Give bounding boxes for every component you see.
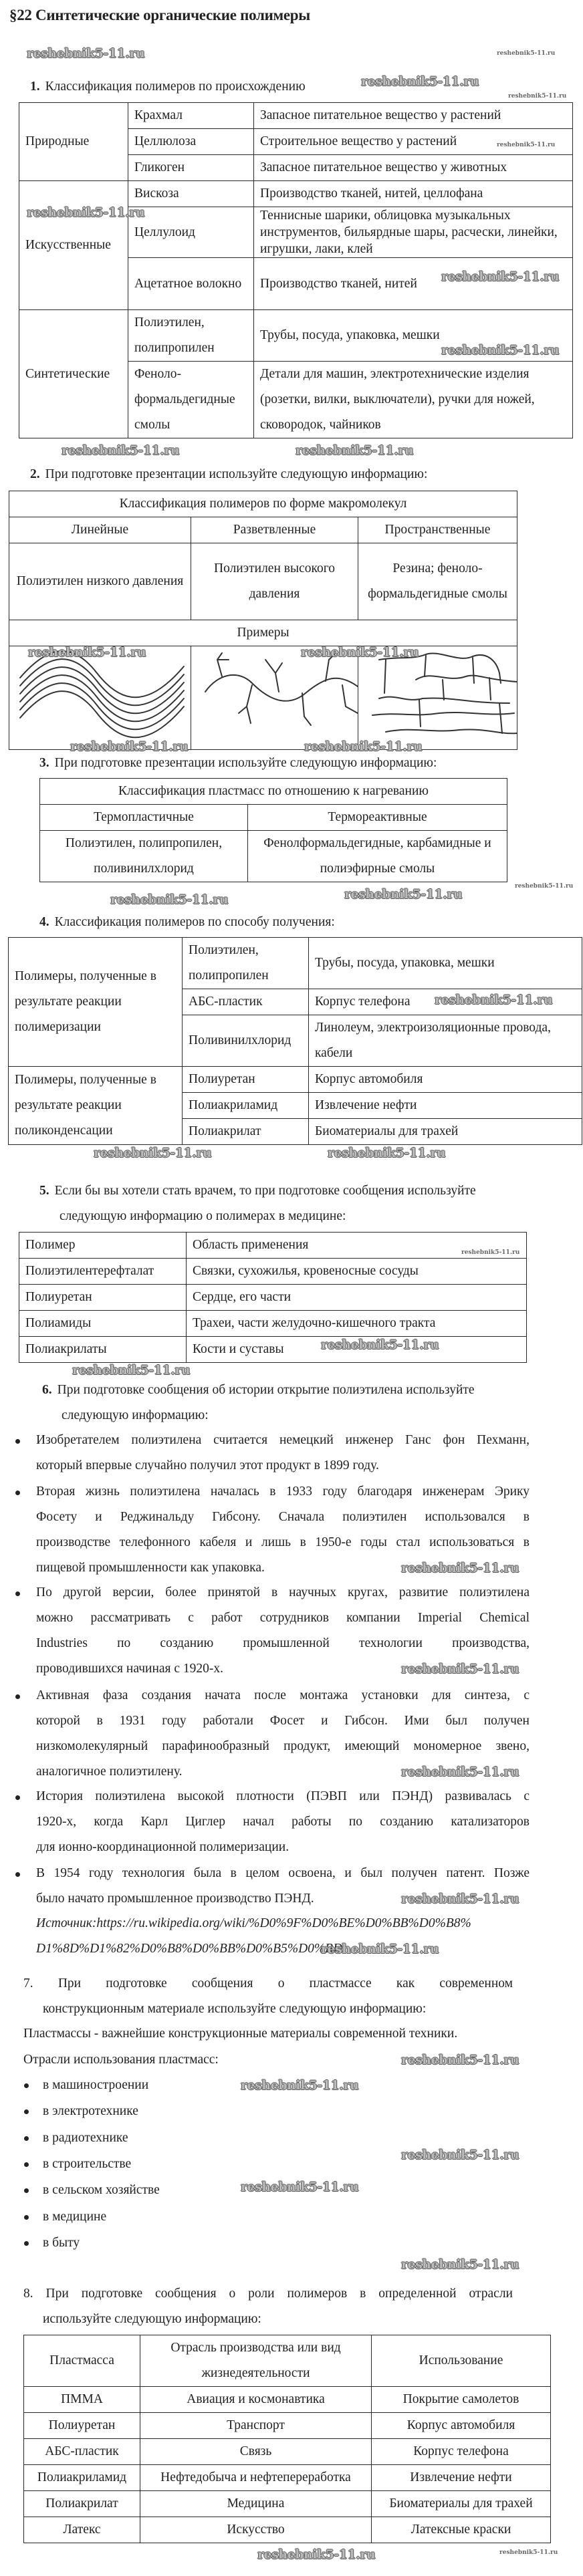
watermark: reshebnik5-11.ru — [401, 1892, 519, 1906]
task-number: 2. — [30, 467, 40, 481]
bullet-line: Industries по созданию промышленной технологии производства, — [36, 1636, 530, 1650]
column-header: Разветвленные — [191, 517, 358, 543]
bullet-icon — [24, 2083, 29, 2088]
group-cell: Искусственные — [19, 181, 128, 310]
bullet-line: можно рассматривать с работ сотрудников компании Imperial Chemical — [36, 1611, 530, 1625]
source-citation — [36, 1911, 530, 1962]
task-text: следующую информацию о полимерах в медицине: — [60, 1209, 346, 1223]
industry-item: в медицине — [43, 2209, 107, 2224]
industry-cell: Искусство — [140, 2517, 372, 2543]
task-6-heading — [42, 1378, 475, 1428]
use-cell: Биоматериалы для трахей — [309, 1119, 582, 1145]
history-bullet — [36, 1683, 530, 1785]
bullet-icon — [15, 1591, 20, 1596]
bullet-icon — [15, 1795, 20, 1800]
task-text: Классификация полимеров по происхождению — [45, 80, 306, 94]
group-cell: Синтетические — [19, 310, 128, 438]
use-cell: Извлечение нефти — [372, 2465, 551, 2491]
branched-chain-icon — [192, 646, 358, 740]
bullet-icon — [24, 2241, 29, 2246]
task-text: Если бы вы хотели стать врачем, то при подготовке сообщения используйте — [54, 1184, 476, 1198]
watermark: reshebnik5-11.ru — [499, 2549, 558, 2556]
bullet-line: пищевой промышленности как упаковка. — [36, 1561, 265, 1575]
task-text: При подготовке сообщения о роли полимеров в определенной отрасли — [45, 2287, 513, 2301]
list-title: Отрасли использования пластмасс: — [23, 2053, 219, 2067]
table-row — [24, 2413, 551, 2439]
bullet-line: для ионно-координационной полимеризации. — [36, 1840, 289, 1854]
polymer-cell: Полиэтилен, полипропилен — [183, 938, 309, 989]
bullet-line: которой в 1931 году работали Фосет и Гибсон. Ими был получен — [36, 1714, 530, 1728]
value-cell: Фенолформальдегидные, карбамидные и полиэфирные смолы — [248, 831, 507, 882]
industry-item: в машиностроении — [43, 2078, 149, 2092]
industry-item: в быту — [43, 2235, 80, 2250]
watermark: reshebnik5-11.ru — [401, 2257, 519, 2272]
use-cell: Биоматериалы для трахей — [372, 2491, 551, 2517]
network-structure-icon — [359, 646, 517, 740]
bullet-icon — [15, 1694, 20, 1699]
use-cell: Трахеи, части желудочно-кишечного тракта — [187, 1311, 527, 1337]
bullet-line: Активная фаза создания начата после монтажа установки для синтеза, с — [36, 1688, 530, 1702]
task-text: используйте следующую информацию: — [43, 2312, 261, 2326]
use-cell: Кости и суставы — [187, 1337, 527, 1363]
bullet-line: 1920-х, когда Карл Циглер начал работы по созданию катализаторов — [36, 1815, 530, 1829]
polymer-cell: Ацетатное волокно — [128, 258, 254, 310]
column-header: Пространственные — [358, 517, 517, 543]
bullet-line: который впервые случайно получил этот продукт в 1899 году. — [36, 1458, 379, 1472]
polymer-cell: Полиэтилентерефталат — [19, 1259, 187, 1285]
industry-cell: Транспорт — [140, 2413, 372, 2439]
polymer-cell: Вискоза — [128, 181, 254, 207]
task-text: При подготовке презентации используйте следующую информацию: — [45, 467, 428, 481]
example-cell: Полиэтилен низкого давления — [9, 543, 191, 620]
watermark: reshebnik5-11.ru — [401, 1662, 519, 1676]
task-text: При подготовке презентации используйте следующую информацию: — [54, 756, 437, 770]
column-header: Отрасль производства или вид жизнедеятельности — [140, 2335, 372, 2387]
watermark: reshebnik5-11.ru — [304, 739, 423, 754]
industry-polymers-table — [23, 2335, 551, 2543]
task-text: следующую информацию: — [62, 1408, 209, 1422]
industry-cell: Авиация и космонавтика — [140, 2387, 372, 2413]
task-text: При подготовке сообщения о пластмассе как современном — [57, 1976, 513, 1990]
use-cell: Трубы, посуда, упаковка, мешки — [254, 310, 573, 362]
task-number: 6. — [42, 1383, 52, 1397]
table-row — [24, 2491, 551, 2517]
polymer-cell: Поливинилхлорид — [183, 1015, 309, 1067]
watermark: reshebnik5-11.ru — [435, 993, 553, 1007]
task-number: 1. — [30, 80, 40, 94]
polymer-cell: Полиакриламид — [183, 1093, 309, 1119]
task-5-heading — [39, 1178, 476, 1229]
table-title-cell: Классификация полимеров по форме макромолекул — [9, 491, 517, 517]
bullet-icon — [24, 2162, 29, 2167]
table-row — [24, 2387, 551, 2413]
bullet-line: В 1954 году технология была в целом освоена, и был получен патент. Позже — [36, 1866, 530, 1880]
bullet-line: Фосету и Реджинальду Гибсону. Сначала полиэтилен использовался в — [36, 1510, 530, 1524]
bullet-icon — [15, 1491, 20, 1495]
watermark: reshebnik5-11.ru — [497, 142, 556, 148]
watermark: reshebnik5-11.ru — [62, 443, 180, 458]
watermark: reshebnik5-11.ru — [328, 1146, 446, 1160]
plastic-cell: Полиакриламид — [24, 2465, 140, 2491]
example-cell: Резина; феноло-формальдегидные смолы — [358, 543, 517, 620]
bullet-icon — [15, 1872, 20, 1877]
industry-cell: Связь — [140, 2439, 372, 2465]
task-text: Классификация полимеров по способу получения: — [54, 915, 335, 929]
industry-item: в радиотехнике — [43, 2130, 128, 2145]
bullet-icon — [24, 2188, 29, 2193]
watermark: reshebnik5-11.ru — [27, 205, 145, 220]
use-cell: Запасное питательное вещество у животных — [254, 155, 573, 181]
watermark: reshebnik5-11.ru — [94, 1146, 212, 1160]
polymer-cell: Полиакрилаты — [19, 1337, 187, 1363]
plastic-cell: Полиуретан — [24, 2413, 140, 2439]
use-cell: Латексные краски — [372, 2517, 551, 2543]
task-7-heading — [23, 1971, 513, 2022]
task-text: При подготовке сообщения об истории открытие полиэтилена используйте — [57, 1383, 475, 1397]
use-cell: Запасное питательное вещество у растений — [254, 103, 573, 129]
watermark: reshebnik5-11.ru — [321, 1942, 439, 1956]
table-title-cell: Классификация пластмасс по отношению к нагреванию — [40, 779, 507, 805]
task-4-heading — [39, 910, 335, 935]
polymer-cell: Феноло-формальдегидные смолы — [128, 362, 254, 438]
polymer-cell: Полиакрилат — [183, 1119, 309, 1145]
bullet-line: Вторая жизнь полиэтилена началась в 1933 году благодаря инженерам Эрику — [36, 1485, 530, 1499]
table-row — [24, 2517, 551, 2543]
bullet-icon — [24, 2136, 29, 2141]
medicine-polymers-table — [19, 1232, 527, 1363]
watermark: reshebnik5-11.ru — [401, 1765, 519, 1779]
group-cell: Природные — [19, 103, 128, 181]
task-text: конструкционным материале используйте следующую информацию: — [43, 2002, 427, 2016]
column-header: Линейные — [9, 517, 191, 543]
industry-item: в сельском хозяйстве — [43, 2183, 160, 2198]
watermark: reshebnik5-11.ru — [241, 2078, 359, 2093]
task-1-heading — [30, 74, 306, 100]
shape-classification-table — [9, 491, 517, 750]
production-classification-table — [8, 937, 582, 1145]
watermark: reshebnik5-11.ru — [497, 50, 556, 57]
bullet-icon — [24, 2109, 29, 2114]
industry-cell: Медицина — [140, 2491, 372, 2517]
bullet-line: аналогичное полиэтилену. — [36, 1765, 183, 1779]
watermark: reshebnik5-11.ru — [508, 93, 567, 100]
history-bullet — [36, 1479, 530, 1581]
branched-image-cell — [191, 646, 358, 750]
watermark: reshebnik5-11.ru — [257, 2547, 376, 2562]
polymer-cell: АБС-пластик — [183, 989, 309, 1015]
task-number: 5. — [39, 1184, 49, 1198]
polymer-cell: Целлулоид — [128, 207, 254, 258]
column-header: Термореактивные — [248, 805, 507, 831]
history-bullet — [36, 1580, 530, 1682]
plastic-cell: Полиакрилат — [24, 2491, 140, 2517]
source-line: Источник:https://ru.wikipedia.org/wiki/%D0%9F%D0%BE%D0%BB%D0%B8% — [36, 1916, 471, 1930]
source-line: D1%8D%D1%82%D0%B8%D0%BB%D0%B5%D0%BD — [36, 1942, 343, 1956]
bullet-line: По другой версии, более принятой в научных кругах, развитие полиэтилена — [36, 1585, 530, 1599]
plastic-cell: ПММА — [24, 2387, 140, 2413]
use-cell: Покрытие самолетов — [372, 2387, 551, 2413]
task-number: 8. — [23, 2287, 33, 2301]
bullet-icon — [24, 2215, 29, 2220]
watermark: reshebnik5-11.ru — [515, 883, 574, 890]
bullet-line: низкомолекулярный парафинообразный продукт, имеющий мономерное звено, — [36, 1739, 530, 1753]
page-title: §22 Синтетические органические полимеры — [9, 7, 310, 23]
group-cell: Полимеры, полученные в результате реакции поликонденсации — [9, 1067, 183, 1145]
plastic-cell: АБС-пластик — [24, 2439, 140, 2465]
use-cell: Детали для машин, электротехнические изделия (розетки, вилки, выключатели), ручки для ножей, сковородок, чайников — [254, 362, 573, 438]
industry-item: в электротехнике — [43, 2104, 138, 2119]
linear-image-cell — [9, 646, 191, 750]
task-number: 4. — [39, 915, 49, 929]
watermark: reshebnik5-11.ru — [241, 2180, 359, 2194]
use-cell: Трубы, посуда, упаковка, мешки — [309, 938, 582, 989]
watermark: reshebnik5-11.ru — [441, 269, 560, 284]
use-cell: Производство тканей, нитей, целлофана — [254, 181, 573, 207]
polymer-cell: Целлюлоза — [128, 129, 254, 155]
watermark: reshebnik5-11.ru — [461, 1249, 520, 1256]
use-cell: Связки, сухожилья, кровеносные сосуды — [187, 1259, 527, 1285]
watermark: reshebnik5-11.ru — [401, 1561, 519, 1575]
history-bullet — [36, 1784, 530, 1860]
table-row — [24, 2465, 551, 2491]
watermark: reshebnik5-11.ru — [321, 1337, 439, 1352]
example-cell: Полиэтилен высокого давления — [191, 543, 358, 620]
linear-chains-icon — [10, 646, 191, 740]
intro-text: Пластмассы - важнейшие конструкционные материалы современной техники. — [23, 2027, 458, 2041]
watermark: reshebnik5-11.ru — [28, 645, 146, 660]
watermark: reshebnik5-11.ru — [301, 645, 419, 660]
network-image-cell — [358, 646, 517, 750]
history-bullet — [36, 1861, 530, 1912]
use-cell: Корпус телефона — [309, 989, 582, 1015]
polymer-cell: Крахмал — [128, 103, 254, 129]
watermark: reshebnik5-11.ru — [344, 887, 463, 902]
watermark: reshebnik5-11.ru — [401, 2148, 519, 2162]
polymer-cell: Гликоген — [128, 155, 254, 181]
column-header: Термопластичные — [40, 805, 248, 831]
use-cell: Сердце, его части — [187, 1285, 527, 1311]
column-header: Пластмасса — [24, 2335, 140, 2387]
origin-classification-table — [19, 102, 573, 438]
watermark: reshebnik5-11.ru — [296, 443, 414, 458]
polymer-cell: Полиамиды — [19, 1311, 187, 1337]
watermark: reshebnik5-11.ru — [441, 343, 560, 358]
use-cell: Корпус автомобиля — [309, 1067, 582, 1093]
bullet-line: было начато промышленное производство ПЭНД. — [36, 1892, 314, 1906]
group-cell: Полимеры, полученные в результате реакции полимеризации — [9, 938, 183, 1067]
watermark: reshebnik5-11.ru — [401, 2053, 519, 2067]
value-cell: Полиэтилен, полипропилен, поливинилхлорид — [40, 831, 248, 882]
watermark: reshebnik5-11.ru — [70, 739, 189, 754]
task-3-heading — [39, 751, 437, 776]
polymer-cell: Полиэтилен, полипропилен — [128, 310, 254, 362]
bullet-line: Изобретателем полиэтилена считается немецкий инженер Ганс фон Пехманн, — [36, 1433, 530, 1447]
industry-item: в строительстве — [43, 2156, 132, 2171]
use-cell: Извлечение нефти — [309, 1093, 582, 1119]
table-row — [24, 2439, 551, 2465]
use-cell: Производство тканей, нитей — [254, 258, 573, 310]
industry-cell: Нефтедобыча и нефтепереработка — [140, 2465, 372, 2491]
column-header: Использование — [372, 2335, 551, 2387]
bullet-line: История полиэтилена высокой плотности (ПЭВП или ПЭНД) развивалась с — [36, 1789, 530, 1803]
bullet-line: проводившихся начиная с 1920-х. — [36, 1662, 224, 1676]
bullet-line: производстве телефонного кабеля и лишь в 1950-е годы стал использоваться в — [36, 1535, 530, 1549]
watermark: reshebnik5-11.ru — [27, 46, 145, 61]
watermark: reshebnik5-11.ru — [361, 74, 479, 89]
polymer-cell: Полиуретан — [183, 1067, 309, 1093]
watermark: reshebnik5-11.ru — [72, 1363, 191, 1378]
task-8-heading — [23, 2281, 513, 2332]
task-2-heading — [30, 462, 427, 487]
use-cell: Строительное вещество у растений — [254, 129, 573, 155]
use-cell: Теннисные шарики, облицовка музыкальных инструментов, бильярдные шары, расчески, линейки, игрушки, лаки, клей — [254, 207, 573, 258]
use-cell: Корпус телефона — [372, 2439, 551, 2465]
examples-label: Примеры — [9, 620, 517, 646]
task-number: 3. — [39, 756, 49, 770]
use-cell: Линолеум, электроизоляционные провода, кабели — [309, 1015, 582, 1067]
watermark: reshebnik5-11.ru — [110, 892, 229, 907]
heating-classification-table — [39, 778, 507, 882]
column-header: Область применения — [187, 1233, 527, 1259]
history-bullet — [36, 1428, 530, 1478]
polymer-cell: Полиуретан — [19, 1285, 187, 1311]
use-cell: Корпус автомобиля — [372, 2413, 551, 2439]
column-header: Полимер — [19, 1233, 187, 1259]
bullet-icon — [15, 1439, 20, 1444]
plastic-cell: Латекс — [24, 2517, 140, 2543]
task-number: 7. — [23, 1976, 33, 1990]
